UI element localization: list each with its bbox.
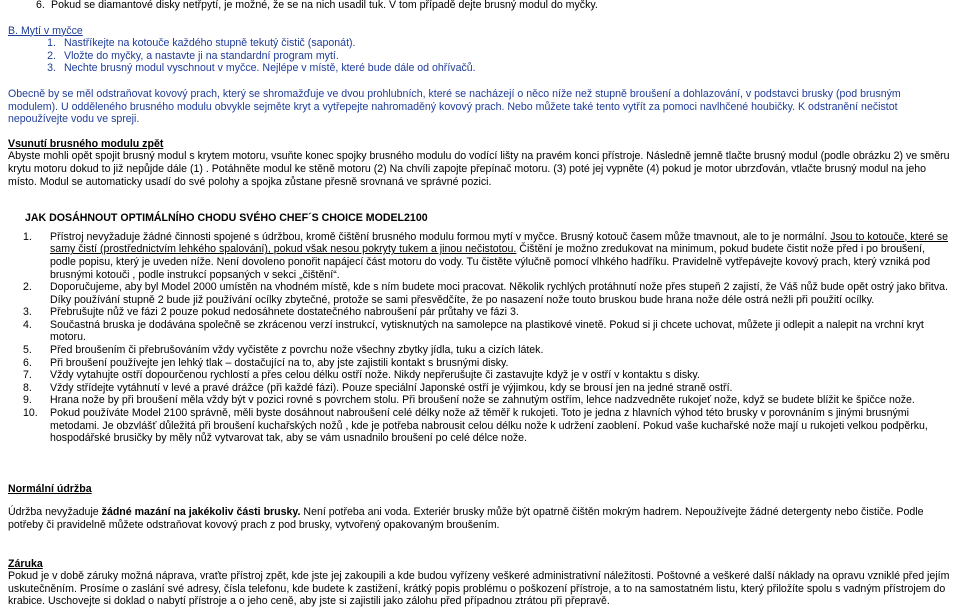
item-number: 9. [23,394,32,407]
dishwasher-step [8,50,952,63]
step-text: Vložte do myčky, a nastavte ji na standardní program mytí. [64,49,339,62]
item-number: 10. [23,407,38,420]
item-number: 4. [23,318,32,331]
item-number: 7. [23,369,32,382]
item-text: Čištění je možno zredukovat na minimum, pokud budete čistit nože před i po broušení, podle popisu, který je uveden níže. Není dovoleno ponořit napájecí část motoru do vody. Tu čistěte výlučně pomocí vlhkého hadříku. Pravidelně vytřepávejte kovový prach, který vzniká pod brusnými kotouči , podle instrukcí popsaných v sekci „čištění“. [50,243,931,281]
item-number: 8. [23,381,32,394]
cleaning-step-6 [8,0,952,12]
optimal-item [23,407,952,445]
step-number: 3. [47,62,56,75]
dishwasher-step [8,37,952,50]
warranty-paragraph: Pokud je v době záruky možná náprava, vraťte přístroj zpět, kde jste jej zakoupili a kde budou vyřízeny veškeré administrativní náležitosti. Poštovné a veškeré další náklady na opravu vzniklé před jejím uskutečněním. Prosíme o zaslání své adresy, čísla telefonu, kde budete k zastižení, krátký popis problému o poškození přístroje, a to na samostatném listu, který přiložíte spolu s vadným přístrojem do krabice. Uschovejte si doklad o nabytí přístroje a o jeho ceně, aby jste si zajistili jako zálohu před případnou ztrátou při přepravě. [8,570,950,608]
item-text: Pokud používáte Model 2100 správně, měli byste dosáhnout nabroušení celé délky nože až těměř k rukojeti. Toto je jedna z hlavních výhod této brusky v porovnáním s jinými brusnými metodami. Je obzvlášť důležitá při broušení kuchařských nožů , kde je potřeba nabrousit celou délku nože k udržení zaoblení. Pokud vaše kuchařské nože mají u rukojeti velkou podpěrku, hospodářské brusičky by měly nůž vytvarovat tak, aby se vám usnadnilo broušení po celé délce nože. [50,407,928,445]
step-text: Nastříkejte na kotouče každého stupně tekutý čistič (saponát). [64,37,356,50]
item-number: 2. [23,281,32,294]
optimal-item [23,357,952,370]
metal-dust-paragraph: Obecně by se měl odstraňovat kovový prach, který se shromažďuje ve dvou prohlubních, které se nacházejí o něco níže než stupně broušení a dohlazování, v podstavci brusky (pod brusným modulem). U odděleného brusného modulu obvykle sejměte kryt a vytřepejte nahromaděný kovový prach. Nebo můžete také tento vytřít za pomoci navlhčené houbičky. K odstranění nečistot nepoužívejte vodu ve spreji. [8,87,901,126]
optimal-item [23,281,952,306]
optimal-item [23,306,952,319]
optimal-item [23,382,952,395]
item-number: 3. [23,306,32,319]
item-text: Vždy vytahujte ostří dopourčenou rychlostí a přes celou délku ostří nože. Nikdy nepřerušujte či zastavujte když je v ostří v kontaktu s disky. [50,369,700,382]
optimal-item [23,344,952,357]
item-text: Hrana nože by při broušení měla vždy být v pozici rovné s povrchem stolu. Při broušení nože se zahnutým ostřím, lehce nadzvedněte rukojeť nože, když se budete blížit ke špičce nože. [50,394,915,407]
item-text: Přebrušujte nůž ve fázi 2 pouze pokud nedosáhnete dostatečného nabroušení pár průtahy ve fázi 3. [50,306,519,319]
section-b-steps [8,37,952,75]
item-number: 5. [23,344,32,357]
section-b-title: B. Mytí v myčce [8,24,83,37]
optimal-item [23,394,952,407]
item-text: Doporučujeme, aby byl Model 2000 umístěn na vhodném místě, kde s ním budete moci pracovat. Několik rychlých protáhnutí nože přes stupeň 2 zajistí, že Váš nůž bude opět ostrý jako břitva. Díky používání stupně 2 bude již používání ocílky zbytečné, protože se sami přesvědčíte, že po nasazení nože touto bruskou bude hrana nože déle ostrá nežli při použití ocílky. [50,281,948,306]
optimal-heading: JAK DOSÁHNOUT OPTIMÁLNÍHO CHODU SVÉHO CHEF´S CHOICE MODEL2100 [25,212,428,225]
item-text: Přístroj nevyžaduje žádné činnosti spojené s údržbou, kromě čištění brusného modulu formou mytí v myčce. Brusný kotouč časem může tmavnout, ale to je normální. [50,230,831,243]
item-underlined-text: Jsou to kotouče, které se samy čistí (prostřednictvím lehkého spalování), pokud však nesou pokryty tukem a jinou nečistotou. [50,230,948,256]
step-number: 1. [47,37,56,50]
reinsert-heading: Vsunutí brusného modulu zpět [8,137,164,150]
step-text: Pokud se diamantové disky netřpytí, je možné, že se na nich usadil tuk. V tom případě dejte brusný modul do myčky. [51,0,598,11]
item-text: Součastná bruska je dodávána společně se zkrácenou verzí instrukcí, vytisknutých na samolepce na plastikové vinetě. Pokud si ji chcete uchovat, můžete ji odlepit a nalepit na vrchní kryt motoru. [50,318,924,344]
optimal-list [8,231,952,445]
optimal-item: 1. Přístroj nevyžaduje žádné činnosti spojené s údržbou, kromě čištění brusného modulu formou mytí v myčce. Brusný kotouč časem může tmavnout, ale to je normální. Jsou to kotouče, které se samy čistí (prostřednictvím lehkého spalování), pokud však nesou pokryty tukem a jinou nečistotou. Čištění je možno zredukovat na minimum, pokud budete čistit nože před i po broušení, podle popisu, který je uveden níže. Není dovoleno ponořit napájecí část motoru do vody. Tu čistěte výlučně pomocí vlhkého hadříku. Pravidelně vytřepávejte kovový prach, který vzniká pod brusnými kotouči , podle instrukcí popsaných v sekci „čištění“. [23,230,948,281]
item-text: Při broušení používejte jen lehký tlak – dostačující na to, aby jste zajistili kontakt s brusnými disky. [50,356,509,369]
reinsert-paragraph: Abyste mohli opět spojit brusný modul s krytem motoru, vsuňte konec spojky brusného modulu do vodící lišty na pravém konci přístroje. Následně jemně tlačte brusný modul (podle obrázku 2) ve směru krytu motoru dokud to již nepůjde dále (1) . Potáhněte modul ke stěně motoru (2) Na chvíli zapojte přepínač motoru. (3) poté jej vypněte (4) pokud je motor ubrzďován, vtlačte brusný modul na jeho místo. Modul se automaticky usadí do své polohy a spojka zůstane přesně srovnaná ve správné pozici. [8,150,950,188]
warranty-heading: Záruka [8,557,43,570]
dishwasher-step [8,62,952,75]
step-number: 6. [36,0,45,11]
item-number: 6. [23,356,32,369]
item-text: Před broušením či přebrušováním vždy vyčistěte z povrchu nože všechny zbytky jídla, tuku a cizích látek. [50,344,544,357]
optimal-item [23,319,952,344]
step-text: Nechte brusný modul vyschnout v myčce. Nejlépe v místě, které bude dále od ohřívačů. [64,62,476,75]
optimal-item [23,369,952,382]
item-text: Vždy střídejte vytáhnutí v levé a pravé drážce (při každé fázi). Pouze speciální Japonské ostří je výjimkou, kdy se brousí jen na jedné straně ostří. [50,381,733,394]
maintenance-heading: Normální údržba [8,482,92,495]
maintenance-paragraph: Údržba nevyžaduje žádné mazání na jakékoliv části brusky. Není potřeba ani voda. Exteriér brusky může být opatrně čištěn mokrým hadrem. Nepoužívejte žádné detergenty nebo čističe. Podle potřeby či pravidelně můžete odstraňovat kovový prach z pod brusky, vytvořený opakovaným broušením. [8,506,924,531]
step-number: 2. [47,49,56,62]
